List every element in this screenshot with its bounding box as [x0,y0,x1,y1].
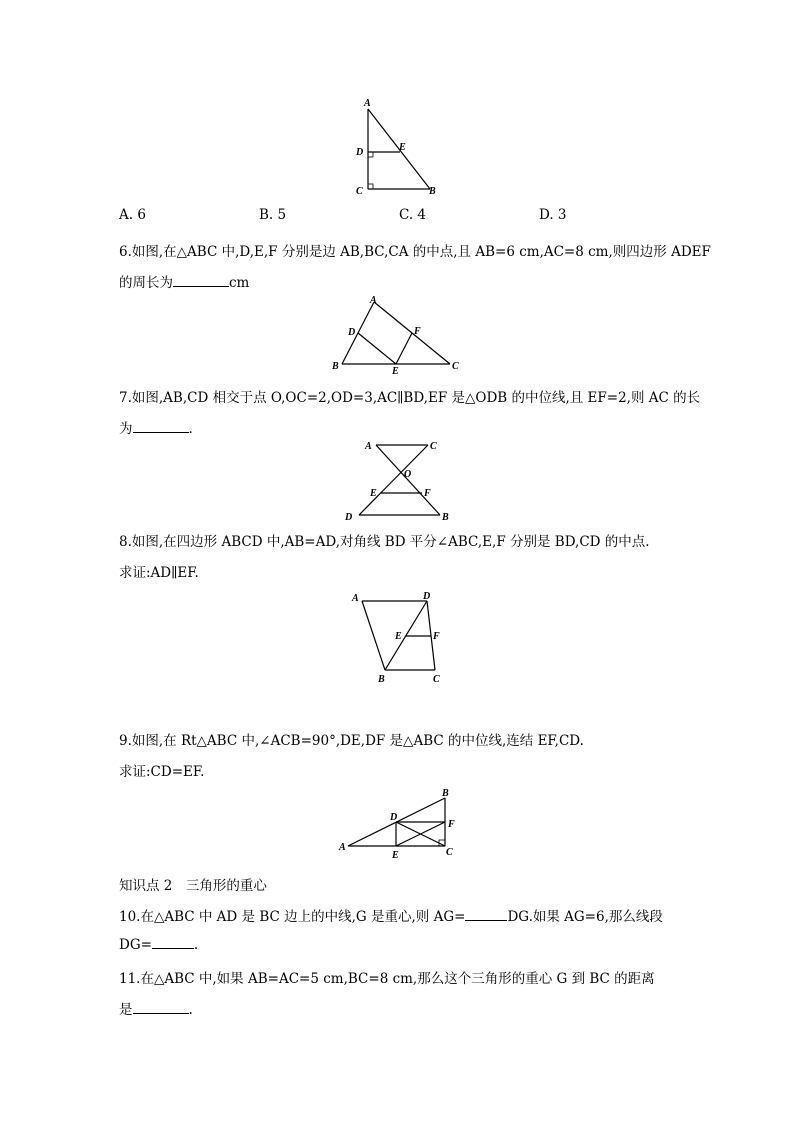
q8-line2: 求证:AD∥EF. [119,565,199,581]
label-E: E [395,631,402,642]
q6-line1: 6.如图,在△ABC 中,D,E,F 分别是边 AB,BC,CA 的中点,且 AB=6 cm,AC=8 cm,则四边形 ADEF [119,244,711,260]
label-D: D [423,591,431,602]
answer-blank [465,908,507,921]
figure-q8 [345,588,455,688]
answer-blank [173,274,229,287]
label-C: C [356,186,363,197]
answer-blank [133,420,189,433]
label-F: F [414,326,421,337]
label-D: D [348,327,356,338]
q7-line2 [119,417,193,437]
label-B: B [378,674,385,685]
label-B: B [332,361,339,372]
q6-line2-post: cm [229,275,250,291]
label-A: A [365,441,372,452]
label-C: C [452,361,459,372]
label-F: F [448,819,455,830]
q11-line2-post: . [188,1002,193,1018]
q7-line2-post: . [188,421,193,437]
label-F: F [424,488,431,499]
label-O: O [404,469,412,480]
q10-line2 [119,936,198,953]
section-heading: 知识点 2 三角形的重心 [119,878,267,894]
option-d: D. 3 [539,207,567,223]
q7-line2-pre: 为 [119,421,133,437]
figure-q9 [335,786,465,861]
q6-line2 [119,271,249,291]
label-B: B [442,788,449,799]
q10-line1-post: DG.如果 AG=6,那么线段 [507,909,663,925]
label-A: A [339,842,346,853]
label-E: E [392,366,399,377]
q9-line2: 求证:CD=EF. [119,764,205,780]
label-D: D [390,812,398,823]
q11-line1: 11.在△ABC 中,如果 AB=AC=5 cm,BC=8 cm,那么这个三角形的重心 G 到 BC 的距离 [119,971,655,987]
q10-line2-post: . [193,937,199,953]
q10-line2-pre: DG= [119,937,152,953]
answer-blank [152,936,194,949]
label-C: C [433,674,440,685]
option-c: C. 4 [399,207,427,223]
figure-q6 [330,292,465,377]
figure-q5 [350,95,450,200]
option-b: B. 5 [259,207,287,223]
label-A: A [370,295,377,306]
label-B: B [442,512,449,523]
label-A: A [352,593,359,604]
q9-line1: 9.如图,在 Rt△ABC 中,∠ACB=90°,DE,DF 是△ABC 的中位线,连结 EF,CD. [119,733,584,749]
figure-q7 [340,436,455,526]
q7-line1: 7.如图,AB,CD 相交于点 O,OC=2,OD=3,AC∥BD,EF 是△ODB 的中位线,且 EF=2,则 AC 的长 [119,390,701,406]
label-E: E [392,850,399,861]
label-E: E [370,488,377,499]
label-A: A [364,98,371,109]
q6-line2-pre: 的周长为 [119,275,173,291]
label-B: B [429,186,436,197]
label-E: E [399,142,406,153]
q11-line2-pre: 是 [119,1002,133,1018]
option-a: A. 6 [119,207,146,223]
q8-line1: 8.如图,在四边形 ABCD 中,AB=AD,对角线 BD 平分∠ABC,E,F 分别是 BD,CD 的中点. [119,534,650,550]
label-D: D [345,512,353,523]
answer-blank [133,1001,189,1014]
label-D: D [356,147,364,158]
q10-line1-pre: 10.在△ABC 中 AD 是 BC 边上的中线,G 是重心,则 AG= [119,909,466,925]
label-C: C [430,441,437,452]
label-F: F [433,631,440,642]
q10-line1 [119,905,663,925]
label-C: C [446,847,453,858]
q11-line2 [119,998,193,1018]
